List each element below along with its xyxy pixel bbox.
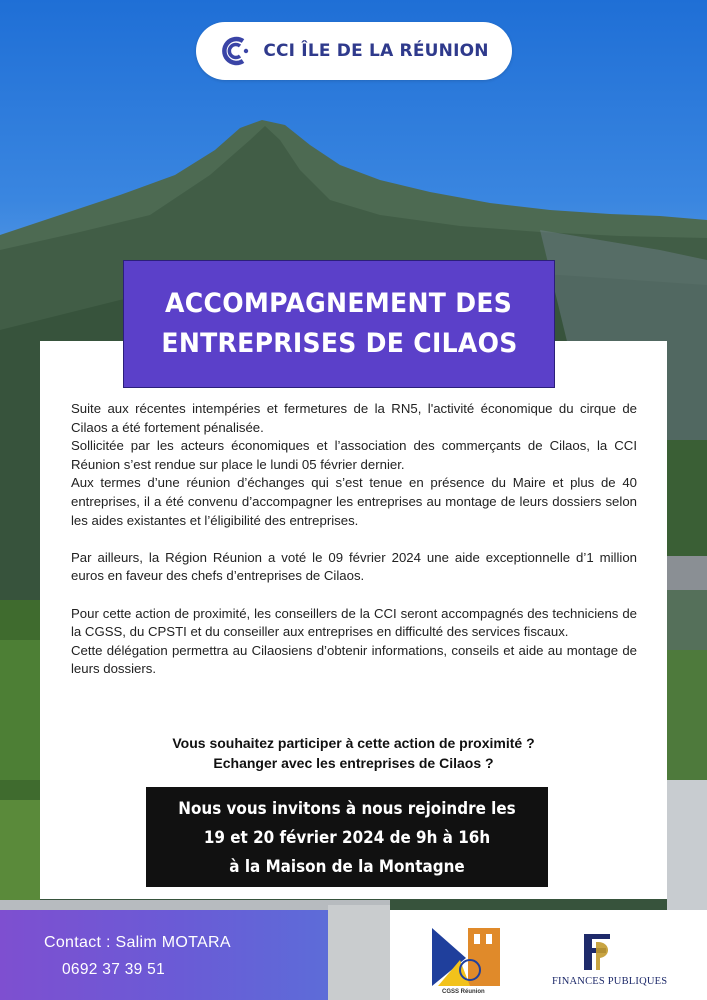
invitation-box (146, 787, 548, 887)
finances-publiques-label: FINANCES PUBLIQUES (552, 976, 668, 987)
question-2: Echanger avec les entreprises de Cilaos ? (213, 755, 494, 771)
contact-phone[interactable]: 0692 37 39 51 (62, 961, 166, 978)
paragraph: Cette délégation permettra au Cilaosiens d’obtenir informations, conseils et aide au montage de leurs dossiers. (71, 642, 637, 677)
cgss-label: CGSS Réunion (442, 989, 485, 995)
title-line-1: ACCOMPAGNEMENT DES (165, 288, 513, 319)
title-box (123, 260, 555, 388)
cci-logo-icon (219, 34, 253, 68)
title-line-2: ENTREPRISES DE CILAOS (160, 328, 518, 359)
invitation-line-2: 19 et 20 février 2024 de 9h à 16h (203, 827, 491, 847)
contact-box (0, 910, 328, 1000)
cgss-logo (430, 924, 506, 996)
cci-logo (196, 22, 512, 80)
paragraph: Par ailleurs, la Région Réunion a voté le 09 février 2024 une aide exceptionnelle d’1 million euros en faveur des chefs d’entreprises de Cilaos. (71, 549, 637, 584)
contact-name: Contact : Salim MOTARA (44, 934, 231, 951)
paragraph: Aux termes d’une réunion d’échanges qui s’est tenue en présence du Maire et plus de 40 entreprises, il a été convenu d’accompagner les entreprises au montage de leurs dossiers selon les aides existantes et l’éligibilité des entreprises. (71, 475, 637, 528)
partner-logos (390, 910, 707, 1000)
paragraph: Suite aux récentes intempéries et fermetures de la RN5, l'activité économique du cirque de Cilaos a été fortement pénalisée. (71, 401, 637, 435)
finances-publiques-logo (580, 930, 616, 974)
body-text (71, 400, 637, 679)
invitation-line-3: à la Maison de la Montagne (229, 856, 465, 876)
paragraph: Sollicitée par les acteurs économiques et l’association des commerçants de Cilaos, la CCI Réunion s’est rendue sur place le lundi 05 février dernier. (71, 438, 637, 472)
cci-logo-text: CCI ÎLE DE LA RÉUNION (263, 41, 489, 61)
question-1: Vous souhaitez participer à cette action de proximité ? (172, 735, 535, 751)
paragraph: Pour cette action de proximité, les conseillers de la CCI seront accompagnés des techniciens de la CGSS, du CPSTI et du conseiller aux entreprises en difficulté des services fiscaux. (71, 605, 637, 640)
invitation-line-1: Nous vous invitons à nous rejoindre les (178, 798, 516, 818)
